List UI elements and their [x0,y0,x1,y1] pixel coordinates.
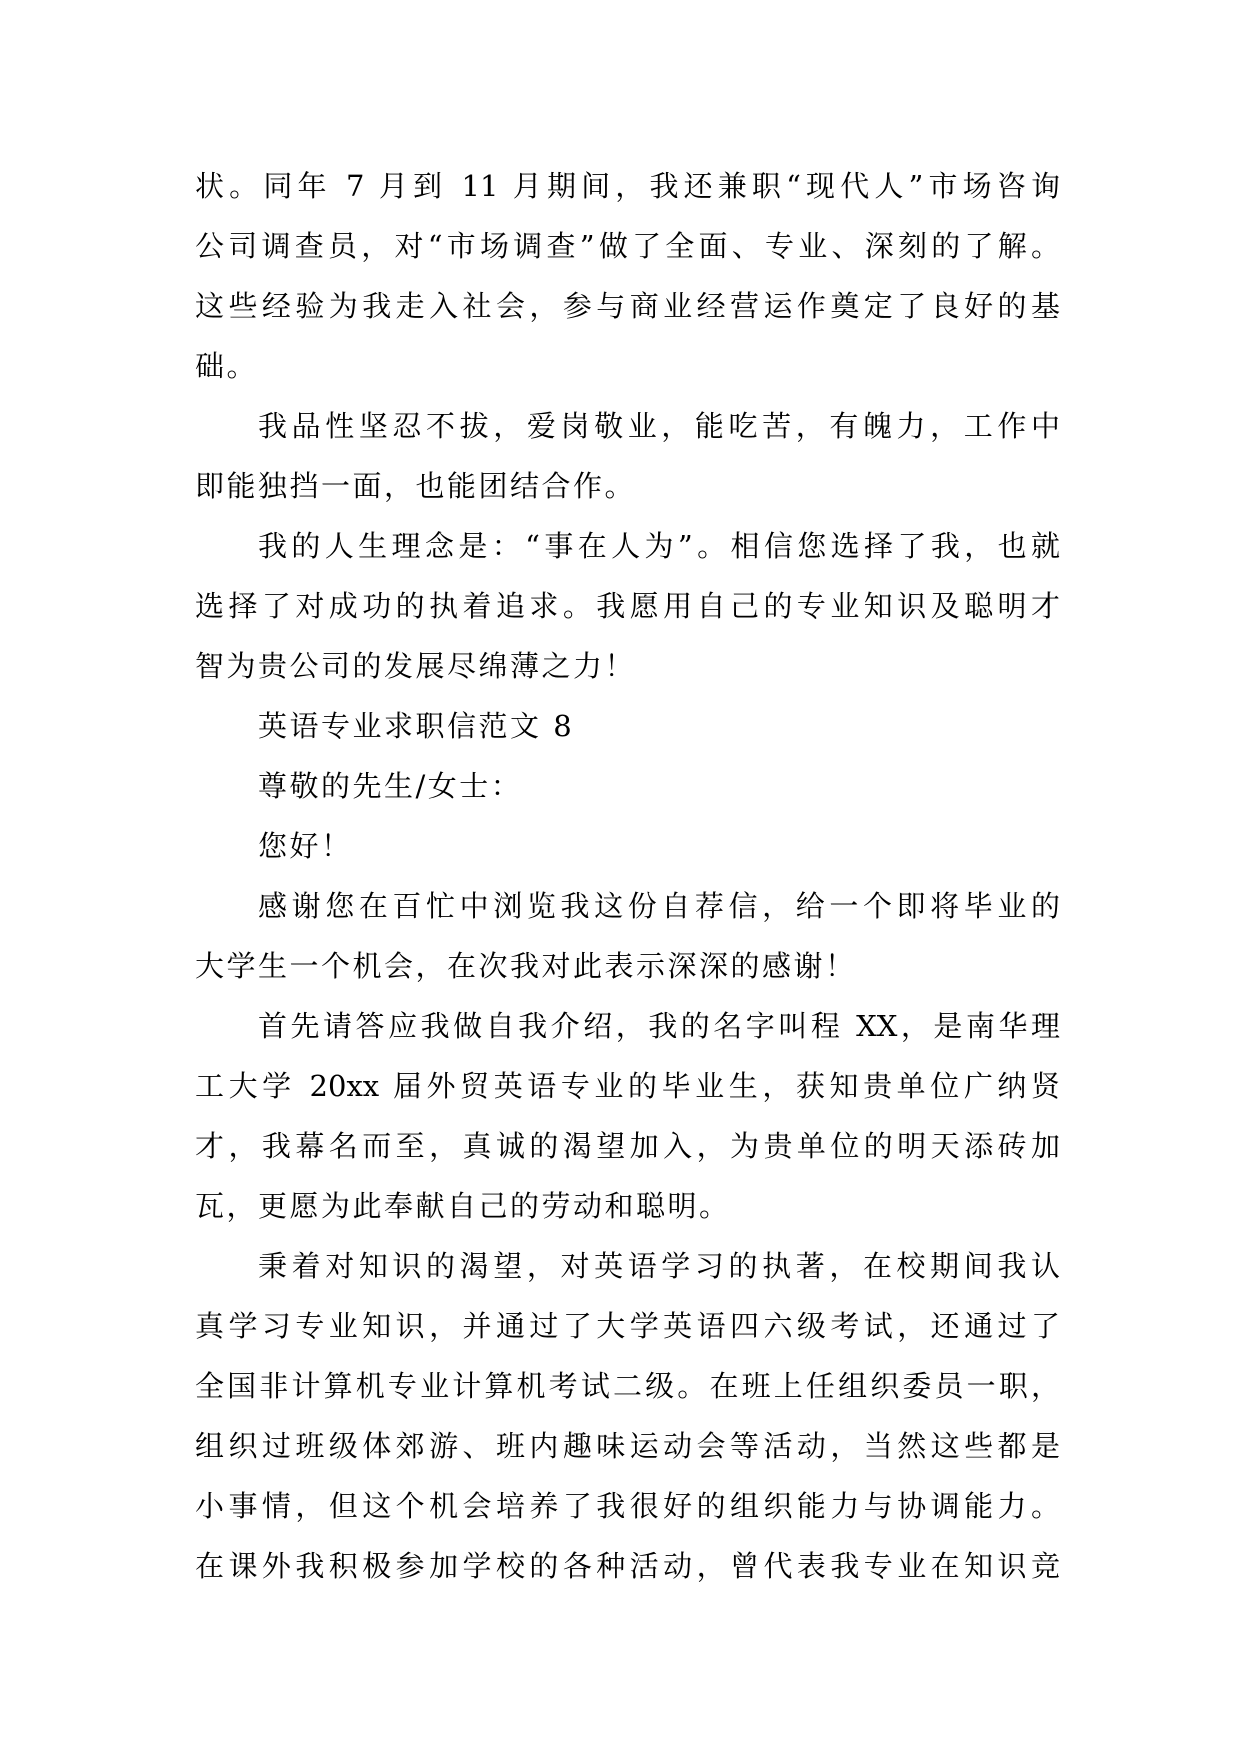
text-line: 在课外我积极参加学校的各种活动，曾代表我专业在知识竞 [195,1549,1060,1583]
paragraph-first-line: 秉着对知识的渴望，对英语学习的执著，在校期间我认 [258,1249,1060,1283]
text-line: 础。 [195,349,259,383]
salutation: 尊敬的先生/女士： [258,769,523,803]
text-line: 瓦，更愿为此奉献自己的劳动和聪明。 [195,1189,731,1223]
text-line: 即能独挡一面，也能团结合作。 [195,469,637,503]
section-heading: 英语专业求职信范文 8 [258,709,575,743]
paragraph-first-line: 我的人生理念是：“事在人为”。相信您选择了我，也就 [258,529,1060,563]
paragraph-first-line: 我品性坚忍不拔，爱岗敬业，能吃苦，有魄力，工作中 [258,409,1060,443]
text-line: 才，我幕名而至，真诚的渴望加入，为贵单位的明天添砖加 [195,1129,1060,1163]
text-line: 状。同年 7 月到 11 月期间，我还兼职“现代人”市场咨询 [195,169,1060,203]
letter-body [195,156,1060,1596]
text-line: 选择了对成功的执着追求。我愿用自己的专业知识及聪明才 [195,589,1060,623]
paragraph-first-line: 感谢您在百忙中浏览我这份自荐信，给一个即将毕业的 [258,889,1060,923]
greeting: 您好！ [258,829,353,863]
paragraph-first-line: 首先请答应我做自我介绍，我的名字叫程 XX，是南华理 [258,1009,1060,1043]
text-line: 工大学 20xx 届外贸英语专业的毕业生，获知贵单位广纳贤 [195,1069,1060,1103]
text-line: 大学生一个机会，在次我对此表示深深的感谢！ [195,949,857,983]
text-line: 真学习专业知识，并通过了大学英语四六级考试，还通过了 [195,1309,1060,1343]
text-line: 智为贵公司的发展尽绵薄之力！ [195,649,637,683]
text-line: 这些经验为我走入社会，参与商业经营运作奠定了良好的基 [195,289,1060,323]
text-line: 小事情，但这个机会培养了我很好的组织能力与协调能力。 [195,1489,1060,1523]
text-line: 公司调查员，对“市场调查”做了全面、专业、深刻的了解。 [195,229,1060,263]
text-line: 全国非计算机专业计算机考试二级。在班上任组织委员一职， [195,1369,1060,1403]
text-line: 组织过班级体郊游、班内趣味运动会等活动，当然这些都是 [195,1429,1060,1463]
